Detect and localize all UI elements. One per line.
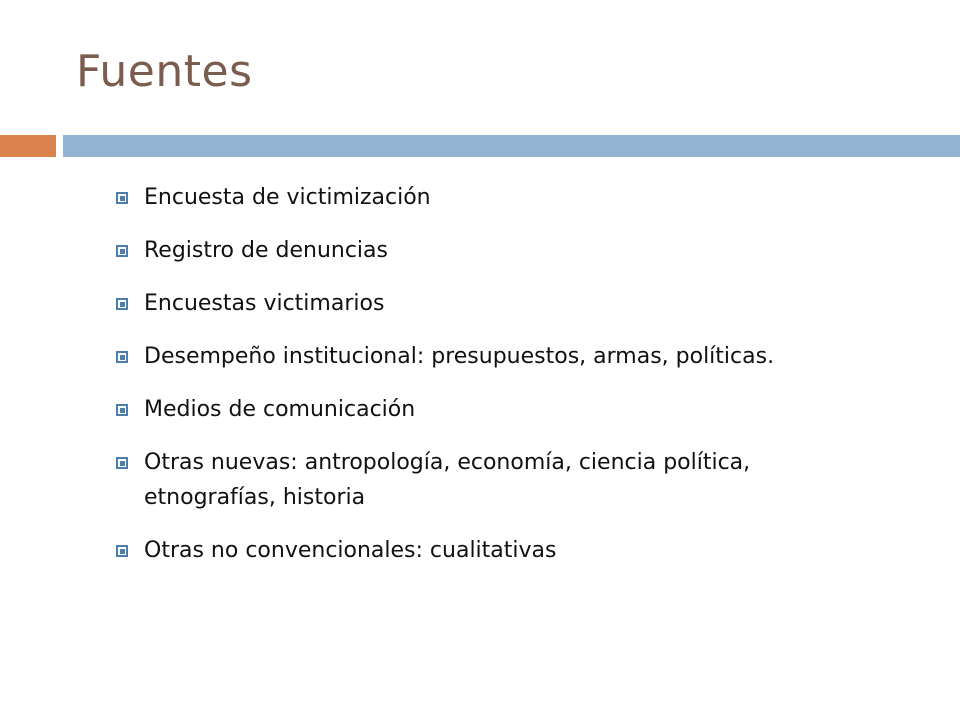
title-underline-bar xyxy=(63,135,960,157)
bullet-item-registro-denuncias xyxy=(116,233,856,268)
square-bullet-icon xyxy=(116,351,128,363)
square-bullet-icon xyxy=(116,404,128,416)
square-bullet-icon xyxy=(116,298,128,310)
bullet-list xyxy=(116,180,856,586)
bullet-text: Desempeño institucional: presupuestos, armas, políticas. xyxy=(144,344,775,369)
bullet-text: Encuestas victimarios xyxy=(144,291,385,316)
bullet-item-encuestas-victimarios xyxy=(116,286,856,321)
square-bullet-icon xyxy=(116,545,128,557)
square-bullet-icon xyxy=(116,245,128,257)
bullet-text: Encuesta de victimización xyxy=(144,185,431,210)
slide-title: Fuentes xyxy=(76,46,253,97)
bullet-text: Medios de comunicación xyxy=(144,397,416,422)
square-bullet-icon xyxy=(116,192,128,204)
square-bullet-icon xyxy=(116,457,128,469)
bullet-item-encuesta-victimizacion xyxy=(116,180,856,215)
bullet-text: Registro de denuncias xyxy=(144,238,388,263)
title-accent-bar xyxy=(0,135,56,157)
bullet-item-medios-comunicacion xyxy=(116,392,856,427)
bullet-item-otras-nuevas xyxy=(116,445,856,515)
bullet-text: Otras nuevas: antropología, economía, ciencia política, etnografías, historia xyxy=(144,450,751,510)
bullet-text: Otras no convencionales: cualitativas xyxy=(144,538,557,563)
bullet-item-otras-no-convencionales xyxy=(116,533,856,568)
bullet-item-desempeno-institucional xyxy=(116,339,856,374)
